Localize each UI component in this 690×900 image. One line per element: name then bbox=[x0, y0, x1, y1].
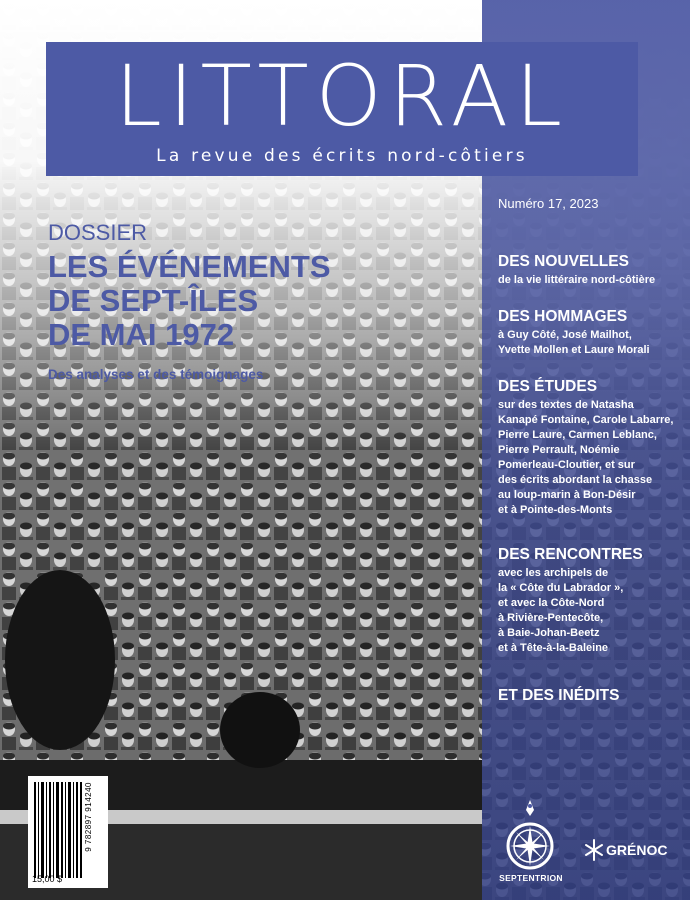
section-description bbox=[498, 273, 655, 288]
section-line: Pomerleau-Cloutier, et sur bbox=[498, 459, 635, 471]
section-description bbox=[498, 566, 643, 656]
section-description bbox=[498, 398, 673, 518]
section-heading: DES RENCONTRES bbox=[498, 546, 643, 563]
section-line: de la vie littéraire nord-côtière bbox=[498, 274, 656, 286]
section-line: la « Côte du Labrador », bbox=[498, 582, 624, 594]
dossier-title-line: DE SEPT-ÎLES bbox=[48, 283, 259, 318]
section-line: à Rivière-Pentecôte, bbox=[498, 612, 604, 624]
section-description bbox=[498, 328, 650, 358]
issue-number: Numéro 17, 2023 bbox=[498, 196, 599, 211]
dossier-title bbox=[48, 250, 331, 352]
isbn-digits: 9 782897 914240 bbox=[84, 782, 93, 852]
section-heading: DES HOMMAGES bbox=[498, 308, 628, 325]
dossier-label: DOSSIER bbox=[48, 220, 148, 245]
section-line: à Baie-Johan-Beetz bbox=[498, 627, 600, 639]
section-line: Yvette Mollen et Laure Morali bbox=[498, 344, 650, 356]
section-nouvelles bbox=[498, 252, 655, 288]
section-heading: DES NOUVELLES bbox=[498, 253, 629, 270]
section-line: au loup-marin à Bon-Désir bbox=[498, 489, 636, 501]
section-inedits bbox=[498, 686, 619, 705]
section-line: Pierre Laure, Carmen Leblanc, bbox=[498, 429, 657, 441]
grenoc-snowflake-icon bbox=[584, 838, 604, 862]
barcode bbox=[28, 776, 108, 888]
section-line: et à Pointe-des-Monts bbox=[498, 504, 613, 516]
section-etudes bbox=[498, 377, 673, 518]
section-hommages bbox=[498, 307, 650, 358]
section-line: et à Tête-à-la-Baleine bbox=[498, 642, 609, 654]
dossier-subtitle: Des analyses et des témoignages bbox=[48, 367, 264, 382]
publisher-septentrion: SEPTENTRION bbox=[499, 873, 563, 883]
section-heading: DES ÉTUDES bbox=[498, 378, 598, 395]
dossier-title-line: LES ÉVÉNEMENTS bbox=[48, 249, 331, 284]
section-rencontres bbox=[498, 545, 643, 656]
magazine-tagline: La revue des écrits nord-côtiers bbox=[156, 146, 528, 166]
section-line: et avec la Côte-Nord bbox=[498, 597, 605, 609]
masthead bbox=[46, 42, 638, 176]
section-line: Pierre Perrault, Noémie bbox=[498, 444, 620, 456]
price: 15,00 $ bbox=[32, 874, 63, 884]
section-heading: ET DES INÉDITS bbox=[498, 687, 620, 704]
barcode-bars-icon bbox=[32, 782, 84, 878]
section-line: à Guy Côté, José Mailhot, bbox=[498, 329, 632, 341]
section-line: Kanapé Fontaine, Carole Labarre, bbox=[498, 414, 674, 426]
magazine-title: LITTORAL bbox=[114, 47, 570, 145]
publisher-grenoc: GRÉNOC bbox=[606, 842, 668, 858]
dossier-title-line: DE MAI 1972 bbox=[48, 317, 235, 352]
section-line: sur des textes de Natasha bbox=[498, 399, 634, 411]
section-line: avec les archipels de bbox=[498, 567, 609, 579]
section-line: des écrits abordant la chasse bbox=[498, 474, 653, 486]
